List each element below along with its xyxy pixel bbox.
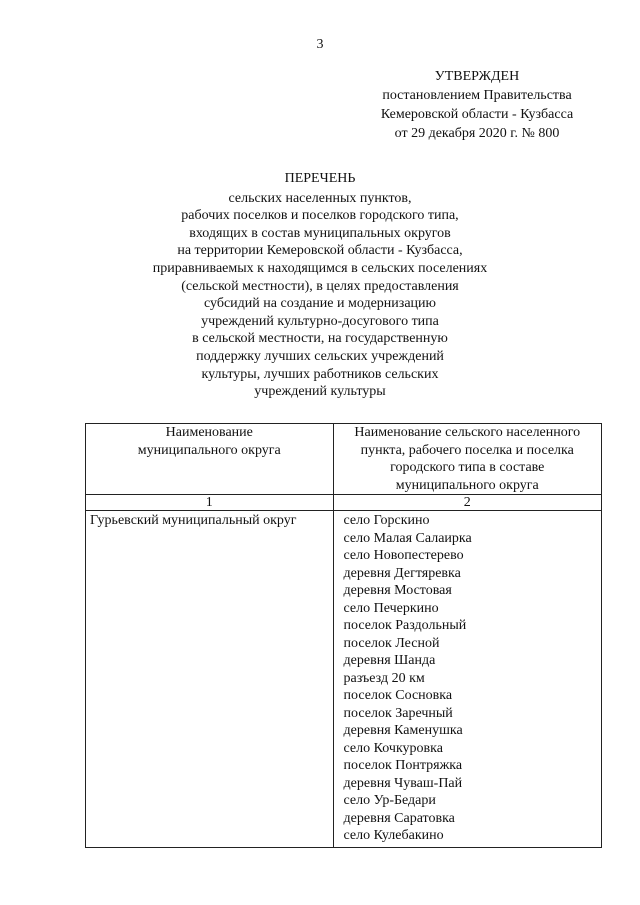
settlement-item: деревня Чуваш-Пай bbox=[343, 775, 463, 791]
settlement-item: деревня Каменушка bbox=[343, 723, 463, 738]
settlement-item: село Малая Салаирка bbox=[343, 530, 472, 546]
heading-line: сельских населенных пунктов, bbox=[228, 190, 412, 206]
settlements-table bbox=[85, 423, 602, 848]
settlement-item: село Ур-Бедари bbox=[343, 793, 436, 808]
approval-block bbox=[358, 67, 596, 143]
settlement-item: поселок Понтряжка bbox=[343, 758, 463, 773]
settlement-item: деревня Дегтяревка bbox=[343, 565, 461, 581]
header-line: пункта, рабочего поселка и поселка bbox=[360, 442, 574, 458]
table-row bbox=[86, 511, 602, 848]
header-line: муниципального округа bbox=[395, 477, 539, 493]
approval-line: постановлением Правительства bbox=[382, 88, 572, 103]
header-line: городского типа в составе bbox=[390, 460, 545, 475]
heading-line: приравниваемых к находящимся в сельских поселениях bbox=[152, 260, 488, 276]
column-header-settlement bbox=[333, 424, 601, 495]
settlement-list bbox=[333, 511, 601, 848]
column-number-row bbox=[86, 495, 602, 511]
heading-line: входящих в состав муниципальных округов bbox=[189, 225, 451, 241]
settlement-item: село Кулебакино bbox=[343, 828, 444, 843]
header-line: муниципального округа bbox=[137, 442, 281, 458]
settlement-item: деревня Шанда bbox=[343, 653, 436, 668]
column-number: 1 bbox=[86, 495, 334, 511]
settlement-item: поселок Лесной bbox=[343, 635, 440, 651]
settlement-item: поселок Раздольный bbox=[343, 618, 467, 633]
heading-line: субсидий на создание и модернизацию bbox=[204, 296, 436, 312]
settlement-item: разъезд 20 км bbox=[343, 670, 425, 686]
district-name: Гурьевский муниципальный округ bbox=[86, 511, 334, 848]
settlement-item: поселок Заречный bbox=[343, 705, 453, 721]
heading-line: культуры, лучших работников сельских bbox=[201, 366, 439, 382]
settlement-item: село Горскино bbox=[343, 513, 430, 528]
heading-line: рабочих поселков и поселков городского типа, bbox=[181, 208, 459, 224]
heading-line: учреждений культурно-досугового типа bbox=[201, 313, 439, 329]
heading-line: на территории Кемеровской области - Кузбасса, bbox=[177, 243, 463, 259]
document-title: ПЕРЕЧЕНЬ bbox=[284, 171, 356, 186]
settlement-item: село Новопестерево bbox=[343, 548, 464, 563]
heading-line: в сельской местности, на государственную bbox=[192, 331, 448, 347]
document-heading bbox=[60, 170, 580, 401]
table-header-row bbox=[86, 424, 602, 495]
approval-line: Кемеровской области - Кузбасса bbox=[380, 107, 574, 122]
heading-line: учреждений культуры bbox=[254, 384, 386, 400]
settlement-item: деревня Мостовая bbox=[343, 583, 452, 598]
column-header-district bbox=[86, 424, 334, 495]
heading-line: поддержку лучших сельских учреждений bbox=[196, 348, 444, 364]
approval-line: от 29 декабря 2020 г. № 800 bbox=[394, 126, 560, 141]
column-number: 2 bbox=[333, 495, 601, 511]
settlement-item: село Печеркино bbox=[343, 600, 439, 616]
settlement-item: деревня Саратовка bbox=[343, 810, 455, 826]
header-line: Наименование сельского населенного bbox=[354, 425, 581, 440]
settlement-item: поселок Сосновка bbox=[343, 688, 453, 703]
page-number: 3 bbox=[316, 37, 324, 52]
heading-line: (сельской местности), в целях предоставления bbox=[181, 278, 459, 294]
header-line: Наименование bbox=[165, 425, 253, 440]
settlement-item: село Кочкуровка bbox=[343, 740, 443, 756]
approval-title: УТВЕРЖДЕН bbox=[434, 69, 520, 84]
